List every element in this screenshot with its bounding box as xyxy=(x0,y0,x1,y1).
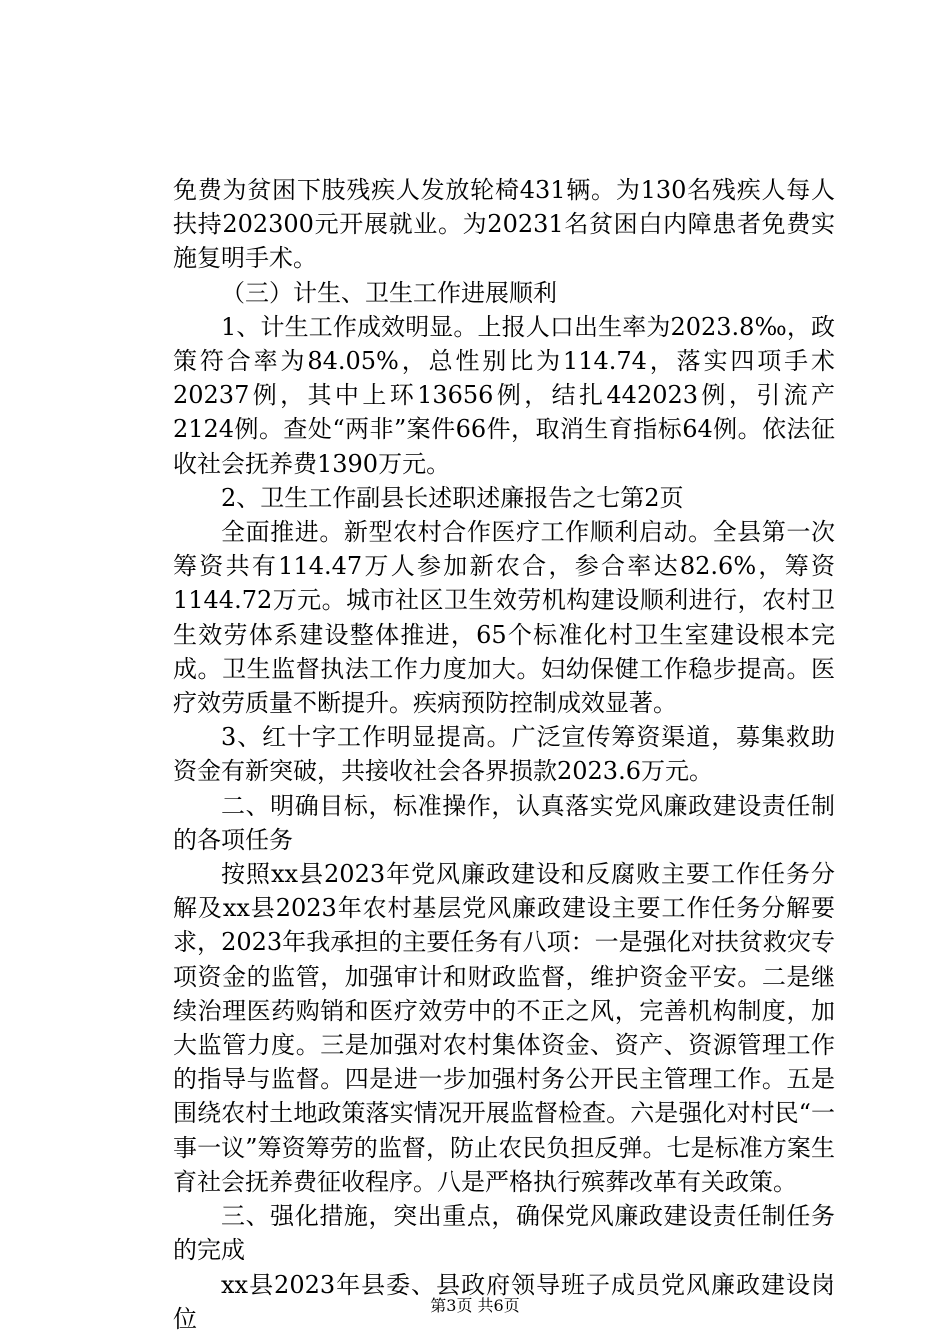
paragraph-red-cross: 3、红十字工作明显提高。广泛宣传筹资渠道，募集救助资金有新突破，共接收社会各界损款2023.6万元。 xyxy=(173,723,835,786)
page-number-footer: 第3页 共6页 xyxy=(430,1296,520,1315)
paragraph-health-title: 2、卫生工作副县长述职述廉报告之七第2页 xyxy=(221,483,684,512)
section-heading-three: 三、强化措施，突出重点，确保党风廉政建设责任制任务的完成 xyxy=(173,1202,835,1265)
section-heading-family-planning-health: （三）计生、卫生工作进展顺利 xyxy=(221,278,557,307)
section-heading-two: 二、明确目标，标准操作，认真落实党风廉政建设责任制的各项任务 xyxy=(173,791,835,854)
paragraph-responsibility: xx县2023年县委、县政府领导班子成员党风廉政建设岗位 xyxy=(173,1270,835,1333)
document-body xyxy=(173,173,835,1336)
paragraph-main-tasks: 按照xx县2023年党风廉政建设和反腐败主要工作任务分解及xx县2023年农村基层党风廉政建设主要工作任务分解要求，2023年我承担的主要任务有八项：一是强化对扶贫救灾专项资金的监管，加强审计和财政监督，维护资金平安。二是继续治理医药购销和医疗效劳中的不正之风，完善机构制度，加大监管力度。三是加强对农村集体资金、资产、资源管理工作的指导与监督。四是进一步加强村务公开民主管理工作。五是围绕农村土地政策落实情况开展监督检查。六是强化对村民“一事一议”筹资筹劳的监督，防止农民负担反弹。七是标准方案生育社会抚养费征收程序。八是严格执行殡葬改革有关政策。 xyxy=(173,860,835,1196)
paragraph-family-planning: 1、计生工作成效明显。上报人口出生率为2023.8‰，政策符合率为84.05%，总性别比为114.74，落实四项手术20237例，其中上环13656例，结扎442023例，引流产2124例。查处“两非”案件66件，取消生育指标64例。依法征收社会抚养费1390万元。 xyxy=(173,312,835,478)
paragraph-health-progress: 全面推进。新型农村合作医疗工作顺利启动。全县第一次筹资共有114.47万人参加新农合，参合率达82.6%，筹资1144.72万元。城市社区卫生效劳机构建设顺利进行，农村卫生效劳体系建设整体推进，65个标准化村卫生室建设根本完成。卫生监督执法工作力度加大。妇幼保健工作稳步提高。医疗效劳质量不断提升。疾病预防控制成效显著。 xyxy=(173,518,835,718)
paragraph-disability-support: 免费为贫困下肢残疾人发放轮椅431辆。为130名残疾人每人扶持202300元开展就业。为20231名贫困白内障患者免费实施复明手术。 xyxy=(173,176,835,273)
